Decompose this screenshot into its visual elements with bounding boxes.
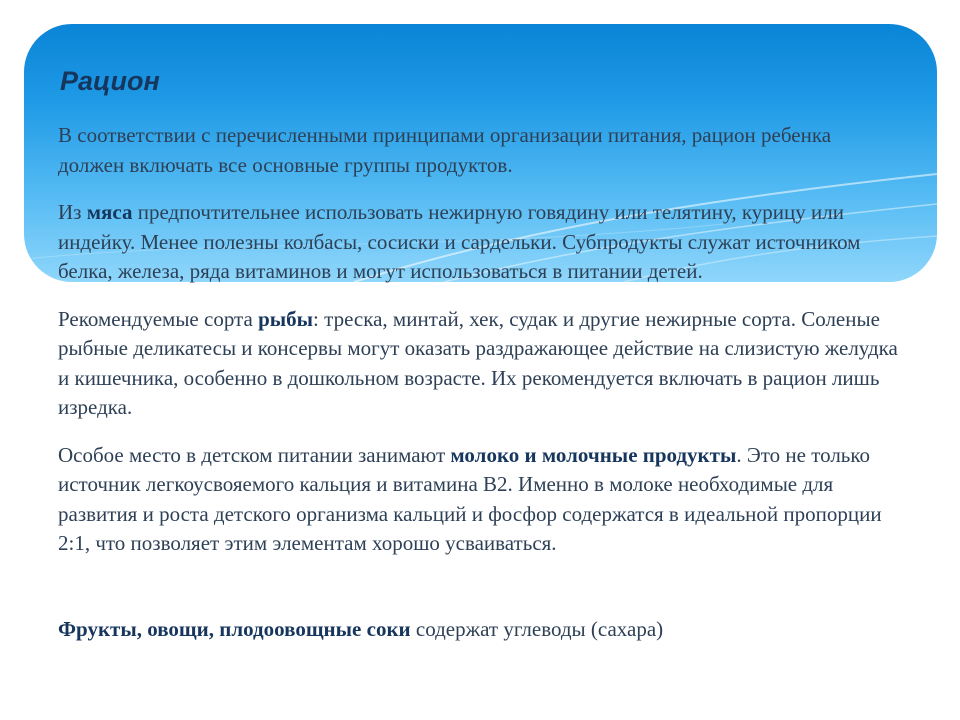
paragraph-text: В соответствии с перечисленными принципами организации питания, рацион ребенка должен включать все основные группы продуктов. (58, 123, 832, 177)
paragraph-text-after: : треска, минтай, хек, судак и другие нежирные сорта. Соленые рыбные деликатесы и консервы могут оказать раздражающее действие на слизистую желудка и кишечника, особенно в дошкольном возрасте. Их рекомендуется включать в рацион лишь изредка. (58, 306, 898, 419)
keyword-meat: мяса (86, 200, 133, 224)
keyword-dairy: молоко и молочные продукты (450, 442, 737, 467)
keyword-fish: рыбы (258, 306, 314, 331)
paragraph-text-after: содержат углеводы (сахара) (410, 616, 664, 641)
paragraph-meat (58, 198, 898, 287)
slide-title: Рацион (60, 66, 160, 96)
paragraph-intro (58, 121, 898, 180)
paragraph-dairy (58, 441, 898, 559)
paragraph-text-before: Особое место в детском питании занимают (58, 442, 451, 467)
paragraph-text-before: Из (58, 200, 87, 224)
paragraph-fruits (58, 615, 898, 645)
slide-body (58, 121, 898, 662)
keyword-fruits: Фрукты, овощи, плодоовощные соки (58, 616, 411, 641)
paragraph-fish (58, 305, 898, 423)
paragraph-text-before: Рекомендуемые сорта (58, 306, 259, 331)
paragraph-text-after: . Это не только источник легкоусвояемого кальция и витамина В2. Именно в молоке необходимые для развития и роста детского организма кальций и фосфор содержатся в идеальной пропорции 2:1, что позволяет этим элементам хорошо усваиваться. (58, 442, 882, 555)
paragraph-text-after: предпочтительнее использовать нежирную говядину или телятину, курицу или индейку. Менее полезны колбасы, сосиски и сардельки. Субпродукты служат источником белка, железа, ряда витаминов и могут использоваться в питании детей. (58, 200, 861, 283)
